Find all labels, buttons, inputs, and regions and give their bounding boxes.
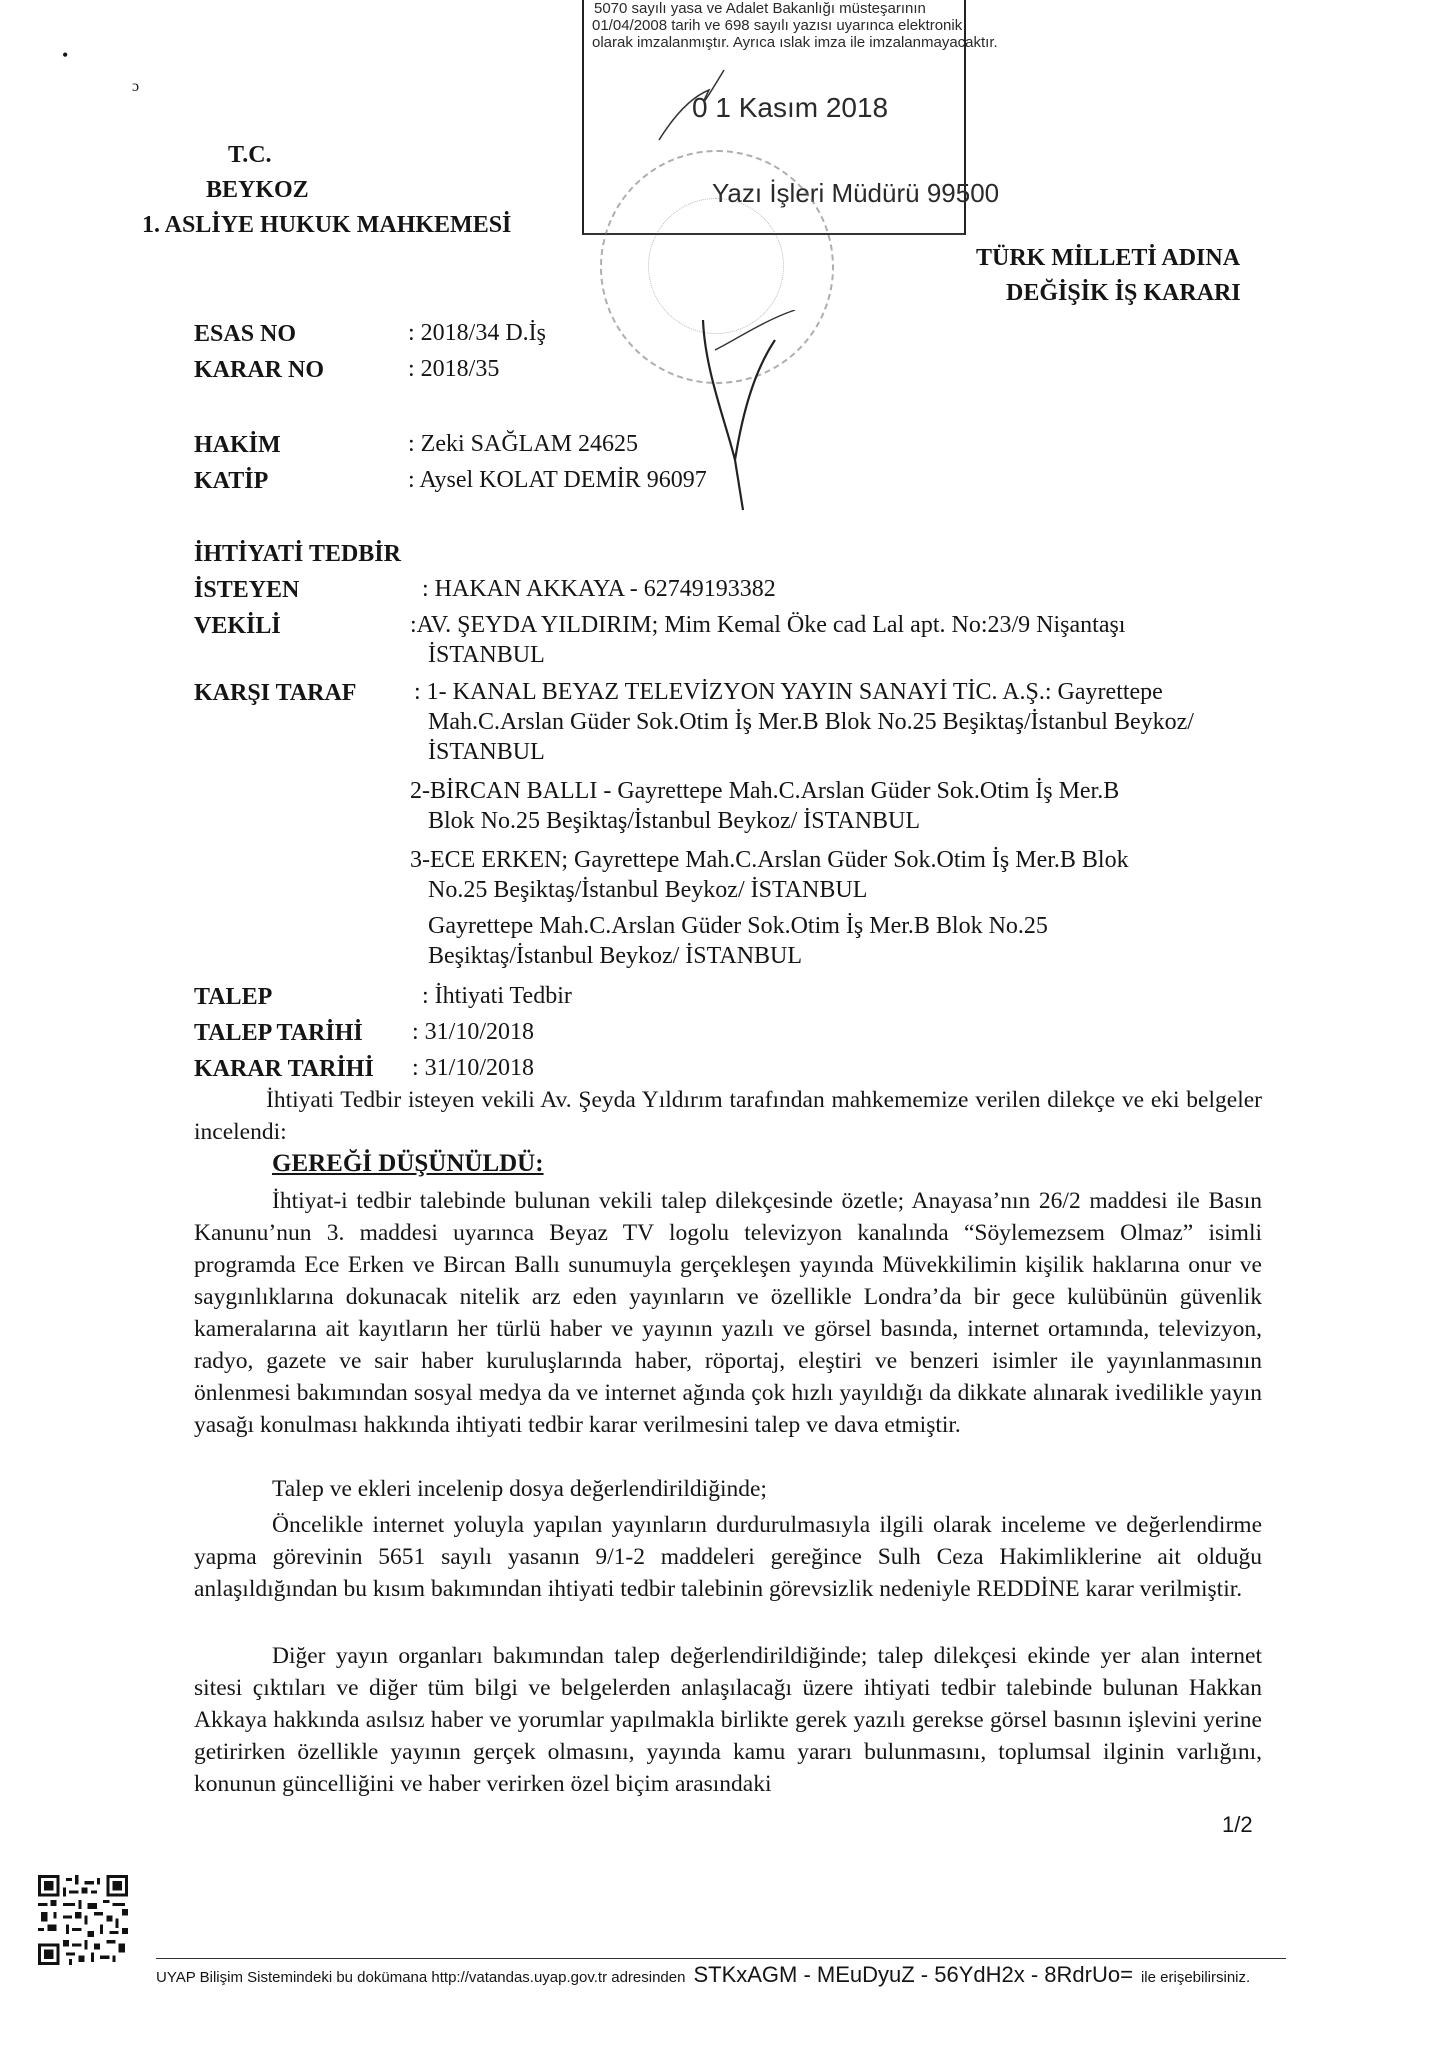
karar-tarihi-value: : 31/10/2018 xyxy=(412,1055,535,1081)
footer-text: UYAP Bilişim Sistemindeki bu dokümana http://vatandas.uyap.gov.tr adresinden xyxy=(156,1969,686,1986)
court-city: BEYKOZ xyxy=(206,177,309,203)
karsi-taraf-3: 3-ECE ERKEN; Gayrettepe Mah.C.Arslan Güder Sok.Otim İş Mer.B Blok xyxy=(410,847,1129,873)
isteyen-label: İSTEYEN xyxy=(194,577,300,603)
karar-value: : 2018/35 xyxy=(408,356,500,382)
karsi-taraf-2: 2-BİRCAN BALLI - Gayrettepe Mah.C.Arslan Güder Sok.Otim İş Mer.B xyxy=(410,778,1120,804)
karsi-taraf-4: Gayrettepe Mah.C.Arslan Güder Sok.Otim İş Mer.B Blok No.25 xyxy=(428,913,1048,939)
paragraph-1: İhtiyat-i tedbir talebinde bulunan vekili talep dilekçesinde özetle; Anayasa’nın 26/2 maddesi ile Basın Kanunu’nun 3. maddesi uyarınca Beyaz TV logolu televizyon kanalında “Söylemezsem Olmaz” isimli programda Ece Erken ve Bircan Ballı sunumuyla gerçekleşen yayında Müvekkilimin kişilik haklarına onur ve saygınlıklarına dokunacak nitelik arz eden yayınların ve özellikle Londra’da bir gece kulübünün güvenlik kameralarına ait kayıtların her türlü haber ve yayının yazılı ve görsel basında, internet ortamında, televizyon, radyo, gazete ve sair haber kuruluşlarında haber, röportaj, eleştiri ve benzeri isimler ile yayınlanmasının önlenmesi bakımından sosyal medya da ve internet ağında çok hızlı yayıldığı da dikkate alınarak ivedilikle yayın yasağı konulması hakkında ihtiyati tedbir karar verilmesini talep ve dava etmiştir. xyxy=(194,1188,1262,1438)
talep-tarihi-label: TALEP TARİHİ xyxy=(194,1020,363,1046)
esas-value: : 2018/34 D.İş xyxy=(408,320,546,346)
karar-label: KARAR NO xyxy=(194,357,324,383)
vekili-value: :AV. ŞEYDA YILDIRIM; Mim Kemal Öke cad Lal apt. No:23/9 Nişantaşı xyxy=(410,612,1126,638)
vekili-label: VEKİLİ xyxy=(194,613,281,639)
paragraph-2: Talep ve ekleri incelenip dosya değerlendirildiğinde; xyxy=(272,1476,767,1502)
intro-paragraph: İhtiyati Tedbir isteyen vekili Av. Şeyda Yıldırım tarafından mahkememize verilen dilekçe ve eki belgeler incelendi: xyxy=(194,1087,1262,1145)
talep-label: TALEP xyxy=(194,984,273,1010)
vekili-value: İSTANBUL xyxy=(428,642,545,668)
decision-in-name-of-nation: TÜRK MİLLETİ ADINA xyxy=(976,245,1241,271)
handwritten-signature xyxy=(695,310,815,530)
stamp-line: olarak imzalanmıştır. Ayrıca ıslak imza ile imzalanmayacaktır. xyxy=(592,34,998,51)
margin-mark: • xyxy=(62,45,69,65)
stamp-line: 5070 sayılı yasa ve Adalet Bakanlığı müsteşarının xyxy=(594,0,926,17)
signature-mark xyxy=(654,60,744,150)
stamp-date: 0 1 Kasım 2018 xyxy=(692,92,889,123)
karsi-taraf-1: İSTANBUL xyxy=(428,739,545,765)
karsi-taraf-label: KARŞI TARAF xyxy=(194,680,357,706)
section-title: İHTİYATİ TEDBİR xyxy=(194,541,401,567)
talep-value: : İhtiyati Tedbir xyxy=(422,983,572,1009)
court-name: 1. ASLİYE HUKUK MAHKEMESİ xyxy=(142,212,512,238)
uyap-footer xyxy=(156,1962,1250,1988)
katip-value: : Aysel KOLAT DEMİR 96097 xyxy=(408,467,707,493)
karar-tarihi-label: KARAR TARİHİ xyxy=(194,1056,374,1082)
qr-code xyxy=(38,1875,128,1965)
isteyen-value: : HAKAN AKKAYA - 62749193382 xyxy=(422,576,776,602)
verification-code: STKxAGM - MEuDyuZ - 56YdH2x - 8RdrUo= xyxy=(693,1962,1133,1987)
katip-label: KATİP xyxy=(194,468,269,494)
page-number: 1/2 xyxy=(1222,1812,1253,1837)
footer-suffix: ile erişebilirsiniz. xyxy=(1140,1969,1251,1986)
karsi-taraf-1: : 1- KANAL BEYAZ TELEVİZYON YAYIN SANAYİ TİC. A.Ş.: Gayrettepe xyxy=(414,679,1163,705)
hakim-label: HAKİM xyxy=(194,432,281,458)
paragraph-3: Öncelikle internet yoluyla yapılan yayınların durdurulmasıyla ilgili olarak inceleme ve değerlendirme yapma görevinin 5651 sayılı yasanın 9/1-2 maddeleri gereğince Sulh Ceza Hakimliklerine ait olduğu anlaşıldığından bu kısım bakımından ihtiyati tedbir talebinin görevsizlik nedeniyle REDDİNE karar verilmiştir. xyxy=(194,1512,1262,1602)
margin-mark: ɔ xyxy=(132,78,140,95)
talep-tarihi-value: : 31/10/2018 xyxy=(412,1019,535,1045)
karsi-taraf-2: Blok No.25 Beşiktaş/İstanbul Beykoz/ İSTANBUL xyxy=(428,808,921,834)
karsi-taraf-4: Beşiktaş/İstanbul Beykoz/ İSTANBUL xyxy=(428,943,803,969)
hakim-value: : Zeki SAĞLAM 24625 xyxy=(408,431,638,457)
karsi-taraf-3: No.25 Beşiktaş/İstanbul Beykoz/ İSTANBUL xyxy=(428,877,868,903)
footer-rule xyxy=(156,1958,1286,1959)
paragraph-4: Diğer yayın organları bakımından talep değerlendirildiğinde; talep dilekçesi ekinde yer alan internet sitesi çıktıları ve diğer tüm bilgi ve belgelerden anlaşılacağı üzere ihtiyati tedbir talebinde bulunan Hakkan Akkaya hakkında asılsız haber ve yorumlar yapılmakla birlikte gerek yazılı gerekse görsel basının işlevini yerine getirirken özellikle yayının gerçek olmasını, yayında kamu yararı bulunmasını, toplumsal ilginin varlığını, konunun güncelliğini ve haber verirken özel biçim arasındaki xyxy=(194,1643,1262,1797)
karsi-taraf-1: Mah.C.Arslan Güder Sok.Otim İş Mer.B Blok No.25 Beşiktaş/İstanbul Beykoz/ xyxy=(428,709,1194,735)
stamp-line: 01/04/2008 tarih ve 698 sayılı yazısı uyarınca elektronik xyxy=(592,17,963,34)
esas-label: ESAS NO xyxy=(194,321,297,347)
court-tc: T.C. xyxy=(228,142,272,168)
gerekce-heading: GEREĞİ DÜŞÜNÜLDÜ: xyxy=(272,1150,544,1177)
decision-type: DEĞİŞİK İŞ KARARI xyxy=(1006,280,1241,306)
stamp-officer: Yazı İşleri Müdürü 99500 xyxy=(712,178,1000,208)
